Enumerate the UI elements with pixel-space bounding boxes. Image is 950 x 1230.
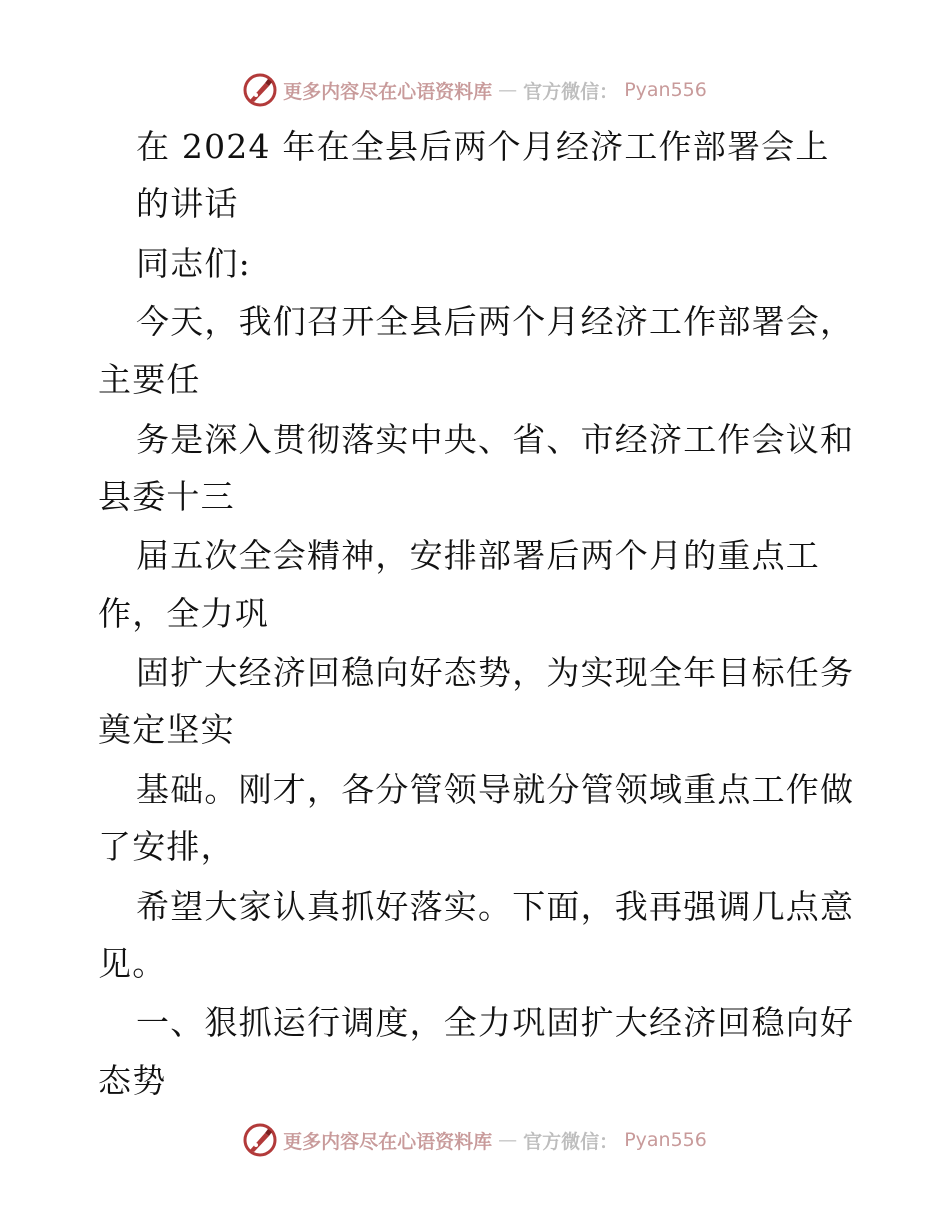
paragraph-line: 务是深入贯彻落实中央、省、市经济工作会议和 xyxy=(136,420,855,459)
watermark-group xyxy=(243,73,707,107)
paragraph-line: 作，全力巩 xyxy=(98,594,269,633)
section-heading-line: 一、狠抓运行调度，全力巩固扩大经济回稳向好 xyxy=(136,1003,855,1042)
footer-watermark xyxy=(0,1120,950,1160)
watermark-group xyxy=(243,1123,707,1157)
paragraph-line: 固扩大经济回稳向好态势，为实现全年目标任务 xyxy=(136,653,855,692)
section-heading-line: 态势 xyxy=(98,1061,167,1100)
paragraph-line: 奠定坚实 xyxy=(98,710,235,749)
paragraph-line: 见。 xyxy=(98,944,167,983)
pen-logo-icon xyxy=(243,1123,277,1157)
pen-logo-icon xyxy=(243,73,277,107)
watermark-wechat-id: Pyan556 xyxy=(624,1129,707,1151)
watermark-separator: — xyxy=(498,1129,518,1151)
watermark-text: 更多内容尽在心语资料库 xyxy=(283,1130,493,1153)
watermark-separator: — xyxy=(498,79,518,101)
document-title-line-1: 在 2024 年在全县后两个月经济工作部署会上 xyxy=(136,127,830,166)
document-title-line-2: 的讲话 xyxy=(136,184,239,223)
watermark-wechat-id: Pyan556 xyxy=(624,79,707,101)
paragraph-line: 县委十三 xyxy=(98,477,235,516)
paragraph-line: 今天，我们召开全县后两个月经济工作部署会， xyxy=(136,302,855,341)
watermark-wechat-label: 官方微信： xyxy=(523,80,619,103)
paragraph-line: 届五次全会精神，安排部署后两个月的重点工 xyxy=(136,536,820,575)
salutation: 同志们: xyxy=(136,244,251,283)
header-watermark xyxy=(0,70,950,110)
watermark-wechat-label: 官方微信： xyxy=(523,1130,619,1153)
paragraph-line: 基础。刚才，各分管领导就分管领域重点工作做 xyxy=(136,770,855,809)
paragraph-line: 了安排， xyxy=(98,827,235,866)
paragraph-line: 希望大家认真抓好落实。下面，我再强调几点意 xyxy=(136,887,855,926)
watermark-text: 更多内容尽在心语资料库 xyxy=(283,80,493,103)
paragraph-line: 主要任 xyxy=(98,360,201,399)
